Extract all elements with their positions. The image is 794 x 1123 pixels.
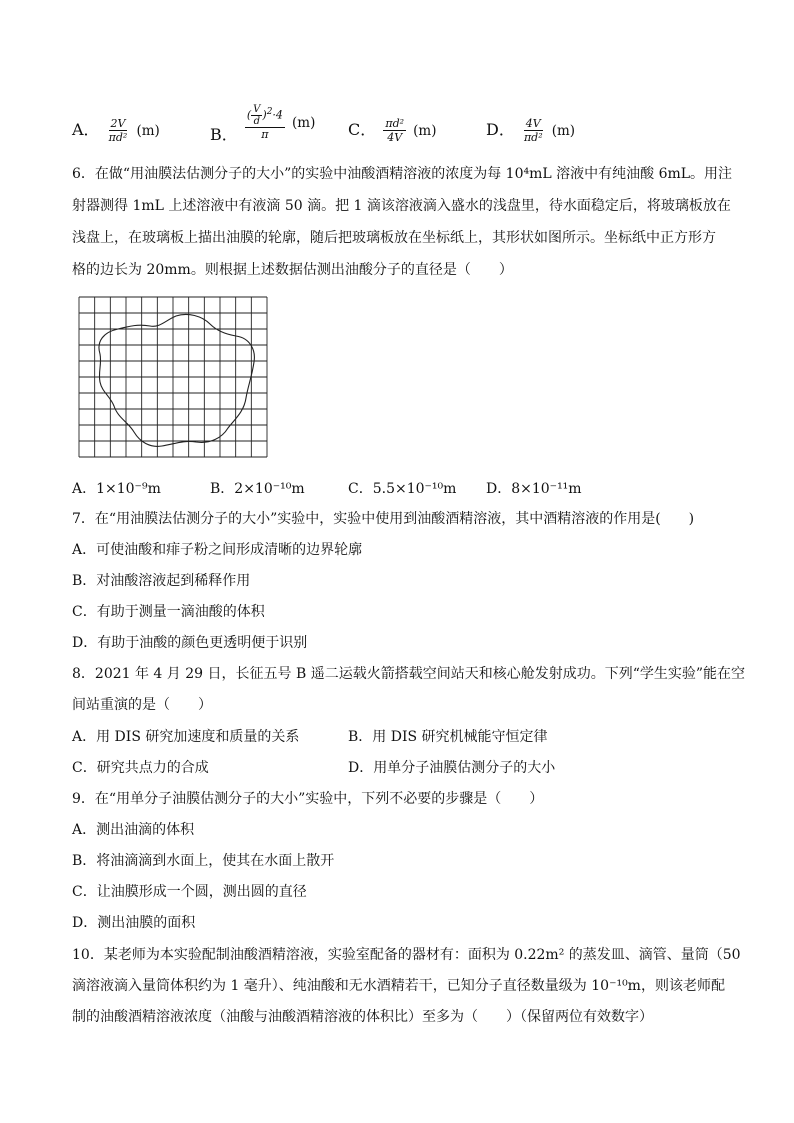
exponent: 2 <box>266 106 273 117</box>
oil-film-outline <box>99 314 254 446</box>
q9-option-b[interactable]: B．将油滴滴到水面上，使其在水面上散开 <box>72 853 335 869</box>
q8-option-d[interactable]: D．用单分子油膜估测分子的大小 <box>348 760 556 776</box>
q5-option-b[interactable] <box>210 104 316 144</box>
fraction <box>383 117 406 144</box>
q8-stem-line-1: 8．2021 年 4 月 29 日，长征五号 B 遥二运载火箭搭载空间站天和核心舱发射成功。下列“学生实验”能在空 <box>72 666 746 682</box>
unit: (m) <box>136 123 160 139</box>
oil-film-grid-figure <box>78 296 268 458</box>
option-letter: A． <box>72 120 100 139</box>
fraction <box>107 117 130 144</box>
numerator: ( $\frac{V}{d}$ )$^2$·4 <box>246 104 283 127</box>
q9-stem: 9．在“用单分子油膜估测分子的大小”实验中，下列不必要的步骤是（ ） <box>72 791 544 807</box>
option-letter: B． <box>210 125 238 144</box>
q8-stem-line-2: 间站重演的是（ ） <box>72 697 212 713</box>
q7-option-a[interactable]: A．可使油酸和痱子粉之间形成清晰的边界轮廓 <box>72 542 363 558</box>
q10-stem-line-1: 10．某老师为本实验配制油酸酒精溶液，实验室配备的器材有：面积为 0.22m² 的蒸发皿、滴管、量筒（50 <box>72 947 741 963</box>
denominator: π <box>261 128 269 141</box>
q9-option-a[interactable]: A．测出油滴的体积 <box>72 822 195 838</box>
q6-stem-line-1: 6．在做“用油膜法估测分子的大小”的实验中油酸酒精溶液的浓度为每 10⁴mL 溶液中有纯油酸 6mL。用注 <box>72 166 733 182</box>
option-letter: D． <box>486 120 515 139</box>
numerator: πd² <box>385 117 405 130</box>
numerator: 2V <box>110 117 126 130</box>
q7-option-b[interactable]: B．对油酸溶液起到稀释作用 <box>72 573 251 589</box>
denominator: πd² <box>523 131 543 144</box>
q7-stem: 7．在“用油膜法估测分子的大小”实验中，实验中使用到油酸酒精溶液，其中酒精溶液的作用是( ) <box>72 511 695 527</box>
q6-option-a[interactable]: A．1×10⁻⁹m <box>72 481 161 497</box>
grid-lines <box>79 297 267 457</box>
option-letter: C． <box>348 120 377 139</box>
q7-option-d[interactable]: D．有助于油酸的颜色更透明便于识别 <box>72 635 308 651</box>
fraction <box>245 104 285 141</box>
q8-option-a[interactable]: A．用 DIS 研究加速度和质量的关系 <box>72 729 300 745</box>
q6-option-b[interactable]: B．2×10⁻¹⁰m <box>210 481 305 497</box>
q8-option-c[interactable]: C．研究共点力的合成 <box>72 760 209 776</box>
q6-stem-line-2: 射器测得 1mL 上述溶液中有液滴 50 滴。把 1 滴该溶液滴入盛水的浅盘里，待水面稳定后，将玻璃板放在 <box>72 198 731 214</box>
q7-option-c[interactable]: C．有助于测量一滴油酸的体积 <box>72 604 265 620</box>
q10-stem-line-2: 滴溶液滴入量筒体积约为 1 毫升）、纯油酸和无水酒精若干，已知分子直径数量级为 10⁻¹⁰m，则该老师配 <box>72 978 725 994</box>
inner-fraction <box>251 104 262 127</box>
denominator: πd² <box>108 131 128 144</box>
inner-numerator: V <box>253 104 261 115</box>
q6-stem-line-3: 浅盘上，在玻璃板上描出油膜的轮廓，随后把玻璃板放在坐标纸上，其形状如图所示。坐标纸中正方形方 <box>72 230 716 246</box>
inner-denominator: d <box>253 116 260 127</box>
unit: (m) <box>413 123 437 139</box>
q5-option-c[interactable] <box>348 117 436 144</box>
factor: ·4 <box>272 108 283 122</box>
q5-option-d[interactable] <box>486 117 575 144</box>
q6-option-d[interactable]: D．8×10⁻¹¹m <box>486 481 582 497</box>
unit: (m) <box>551 123 576 139</box>
q9-option-d[interactable]: D．测出油膜的面积 <box>72 915 196 931</box>
q8-option-b[interactable]: B．用 DIS 研究机械能守恒定律 <box>348 729 548 745</box>
numerator: 4V <box>525 117 541 130</box>
q5-option-a[interactable] <box>72 117 160 144</box>
q9-option-c[interactable]: C．让油膜形成一个圆，测出圆的直径 <box>72 884 307 900</box>
q10-stem-line-3: 制的油酸酒精溶液浓度（油酸与油酸酒精溶液的体积比）至多为（ ）（保留两位有效数字） <box>72 1009 653 1025</box>
q6-stem-line-4: 格的边长为 20mm。则根据上述数据估测出油酸分子的直径是（ ） <box>72 262 513 278</box>
q6-option-c[interactable]: C．5.5×10⁻¹⁰m <box>348 481 457 497</box>
q6-options <box>72 478 692 498</box>
unit: (m) <box>292 115 316 131</box>
fraction <box>522 117 545 144</box>
denominator: 4V <box>387 131 403 144</box>
